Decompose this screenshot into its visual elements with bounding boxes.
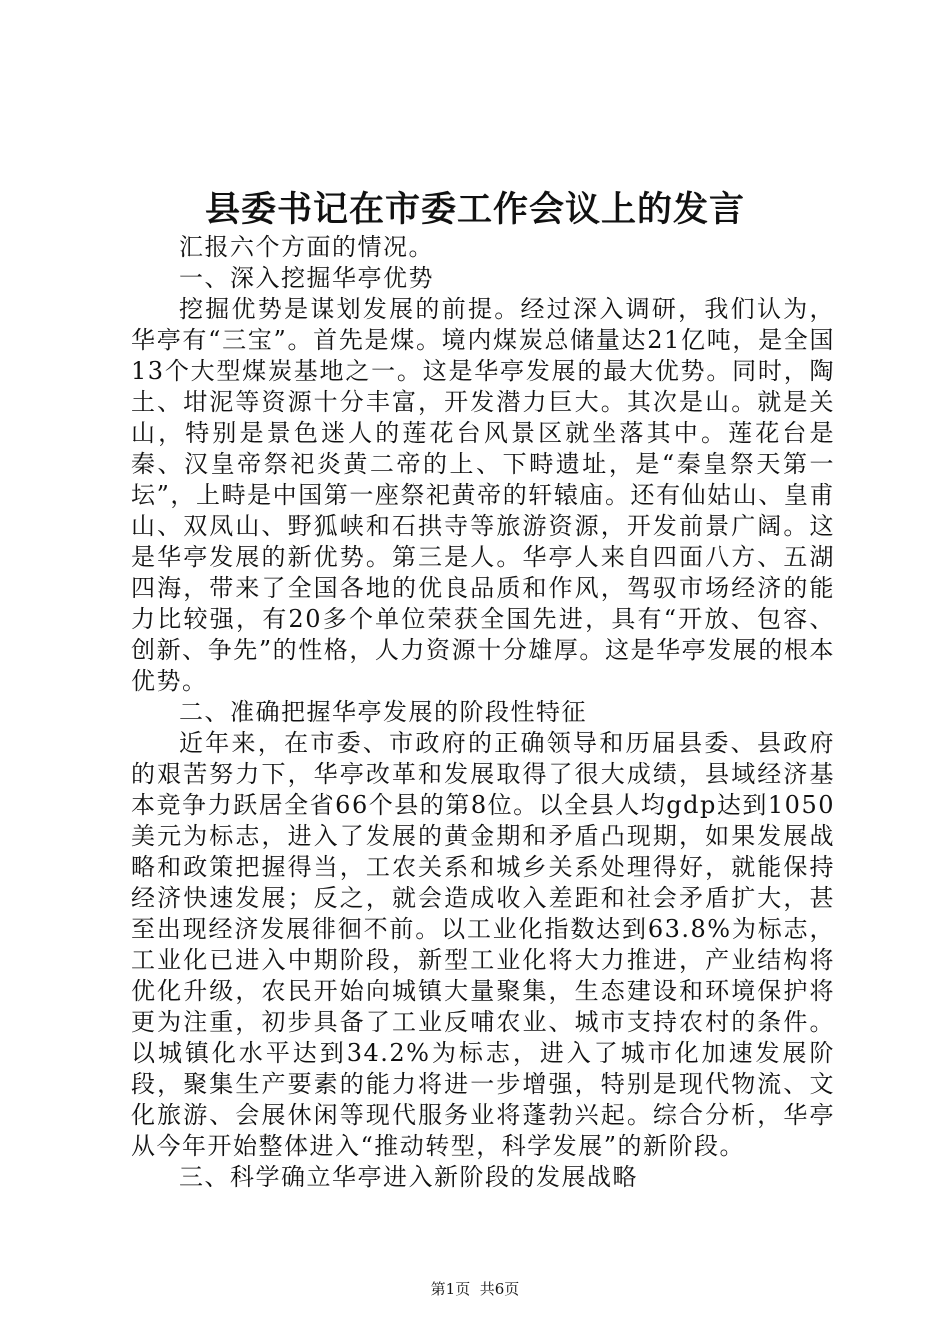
paragraph-intro: 汇报六个方面的情况。	[179, 233, 434, 261]
paragraph-section-1: 挖掘优势是谋划发展的前提。经过深入调研，我们认为，华亭有“三宝”。首先是煤。境内煤炭总储量达21亿吨，是全国13个大型煤炭基地之一。这是华亭发展的最大优势。同时，陶土、坩泥等资源十分丰富，开发潜力巨大。其次是山。就是关山，特别是景色迷人的莲花台风景区就坐落其中。莲花台是秦、汉皇帝祭祀炎黄二帝的上、下畤遗址，是“秦皇祭天第一坛”，上畤是中国第一座祭祀黄帝的轩辕庙。还有仙姑山、皇甫山、双凤山、野狐峡和石拱寺等旅游资源，开发前景广阔。这是华亭发展的新优势。第三是人。华亭人来自四面八方、五湖四海，带来了全国各地的优良品质和作风，驾驭市场经济的能力比较强，有20多个单位荣获全国先进，具有“开放、包容、创新、争先”的性格，人力资源十分雄厚。这是华亭发展的根本优势。	[131, 295, 835, 695]
section-heading-1: 一、深入挖掘华亭优势	[179, 264, 434, 292]
page-total: 共6页	[479, 1280, 520, 1298]
section-heading-2: 二、准确把握华亭发展的阶段性特征	[179, 698, 587, 726]
paragraph-section-2: 近年来，在市委、市政府的正确领导和历届县委、县政府的艰苦努力下，华亭改革和发展取得了很大成绩，县域经济基本竞争力跃居全省66个县的第8位。以全县人均gdp达到1050美元为标志，进入了发展的黄金期和矛盾凸现期，如果发展战略和政策把握得当，工农关系和城乡关系处理得好，就能保持经济快速发展；反之，就会造成收入差距和社会矛盾扩大，甚至出现经济发展徘徊不前。以工业化指数达到63.8%为标志，工业化已进入中期阶段，新型工业化将大力推进，产业结构将优化升级，农民开始向城镇大量聚集，生态建设和环境保护将更为注重，初步具备了工业反哺农业、城市支持农村的条件。以城镇化水平达到34.2%为标志，进入了城市化加速发展阶段，聚集生产要素的能力将进一步增强，特别是现代物流、文化旅游、会展休闲等现代服务业将蓬勃兴起。综合分析，华亭从今年开始整体进入“推动转型，科学发展”的新阶段。	[131, 729, 835, 1160]
section-heading-3: 三、科学确立华亭进入新阶段的发展战略	[179, 1163, 638, 1191]
document-body	[131, 232, 835, 1193]
document-title: 县委书记在市委工作会议上的发言	[204, 189, 745, 230]
page-footer	[0, 1279, 950, 1299]
page-number: 第1页	[430, 1280, 471, 1298]
